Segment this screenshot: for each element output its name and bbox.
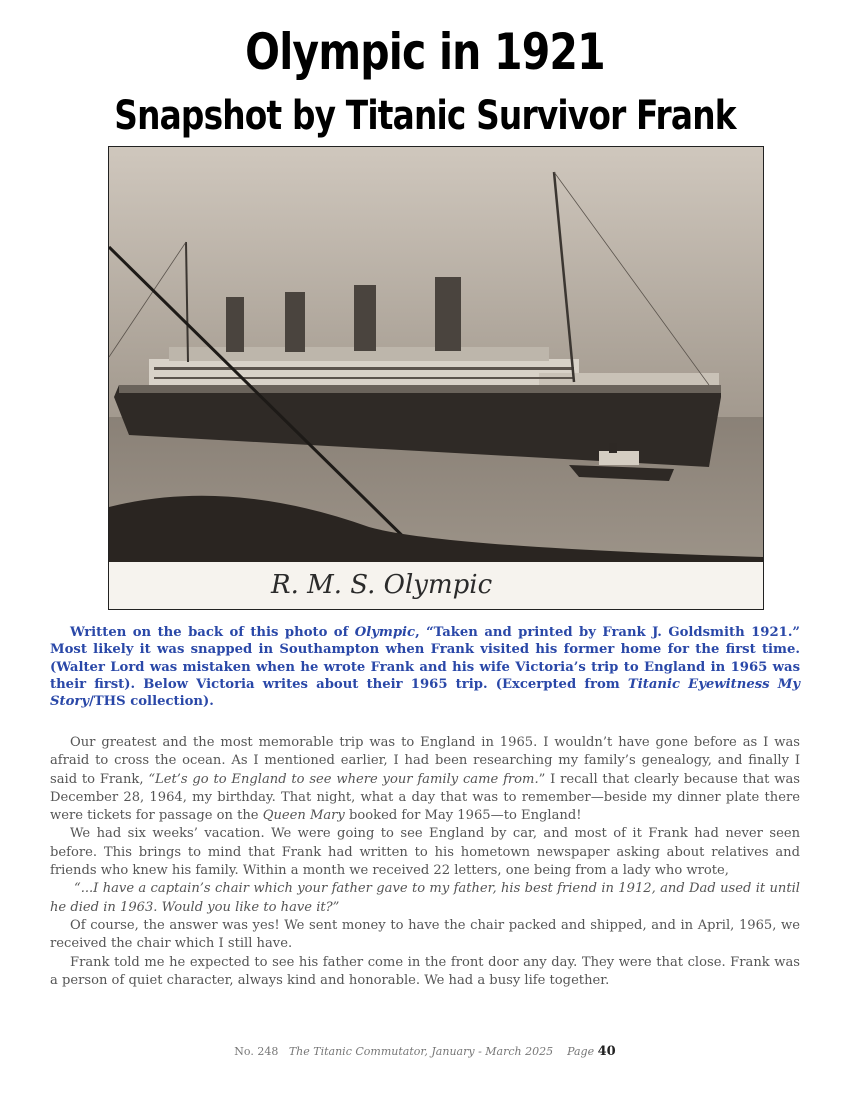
quoted-letter: “...I have a captain’s chair which your father gave to my father, his best friend in 1912, and Dad used it until he died in 1963. Would you like to have it?” (50, 881, 800, 915)
photo-caption: Written on the back of this photo of Olympic, “Taken and printed by Frank J. Goldsmith 1921.” Most likely it was snapped in Southampton when Frank visited his former home for the first time. (Walter Lord was mistaken when he wrote Frank and his wife Victoria’s trip to England in 1965 was their first). Below Victoria writes about their 1965 trip. (Excerpted from Titanic Eyewitness My Story/THS collection). (50, 625, 801, 710)
page-footer (0, 1044, 850, 1059)
paragraph: Our greatest and the most memorable trip was to England in 1965. I wouldn’t have gone before as I was afraid to cross the ocean. As I mentioned earlier, I had been researching my family’s genealogy, and finally I said to Frank, “Let’s go to England to see where your family came from.” I recall that clearly because that was December 28, 1964, my birthday. That night, what a day that was to remember—beside my dinner plate there were tickets for passage on the Queen Mary booked for May 1965—to England! (50, 735, 800, 824)
paragraph: Of course, the answer was yes! We sent money to have the chair packed and shipped, and in April, 1965, we received the chair which I still have. (50, 917, 800, 952)
page-number: 40 (597, 1044, 616, 1059)
photo-inscription: R. M. S. Olympic (271, 570, 493, 600)
page-label: Page (567, 1045, 595, 1058)
paragraph: We had six weeks’ vacation. We were going to see England by car, and most of it Frank had never seen before. This brings to mind that Frank had written to his hometown newspaper asking about relatives and friends who knew his family. Within a month we received 22 letters, one being from a lady who wrote, (50, 826, 800, 879)
ship-photo (108, 146, 764, 610)
paragraph: Frank told me he expected to see his father come in the front door any day. They were that close. Frank was a person of quiet character, always kind and honorable. We had a busy life together. (50, 954, 800, 988)
article-body (50, 734, 800, 990)
page-subtitle: Snapshot by Titanic Survivor Frank (114, 93, 736, 139)
issue-number: No. 248 (234, 1045, 279, 1058)
publication-name: The Titanic Commutator, January - March 2025 (288, 1045, 554, 1058)
page-title: Olympic in 1921 (245, 23, 605, 81)
